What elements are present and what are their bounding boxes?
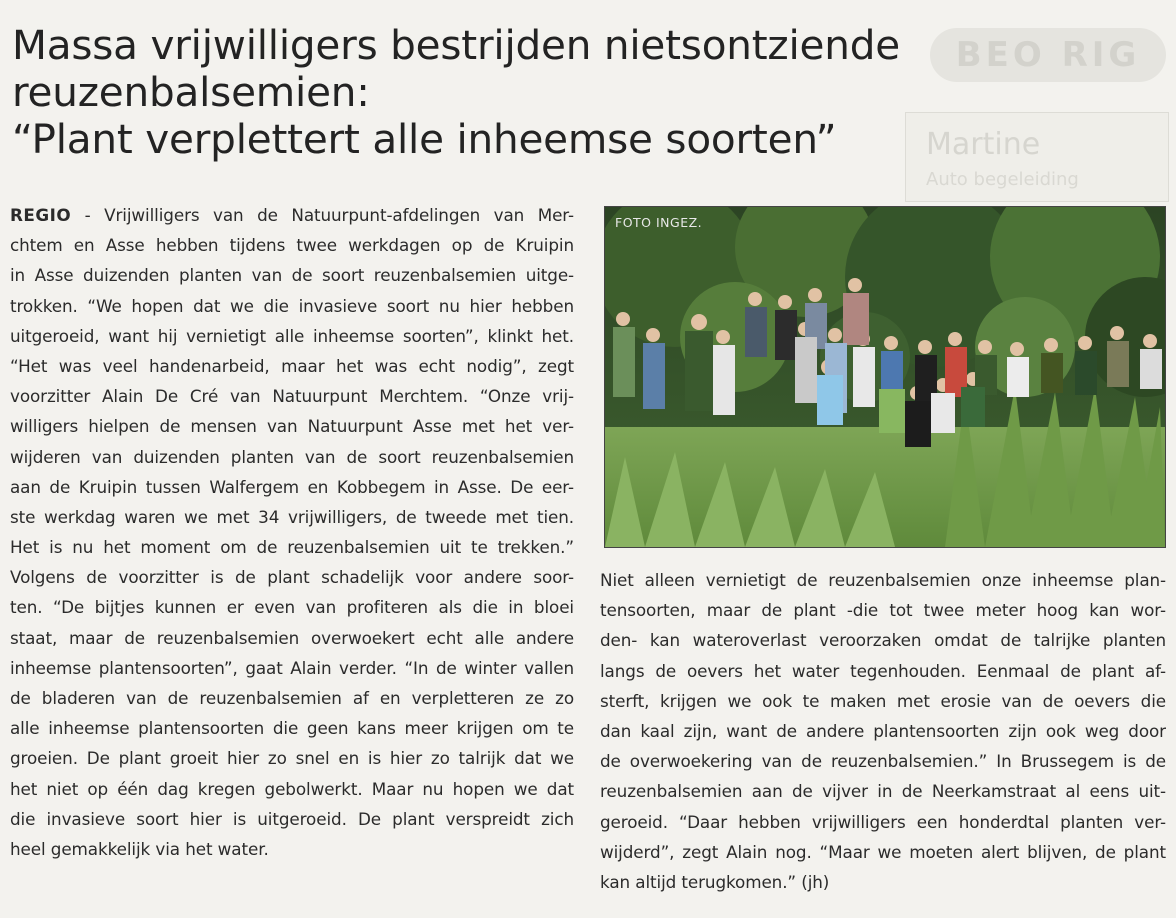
body-line: kan altijd terugkomen.” (jh): [600, 871, 830, 892]
body-line: ste werkdag waren we met 34 vrijwilligers, de tweede met tien.: [10, 506, 574, 527]
body-line: staat, maar de reuzenbalsemien overwoekert echt alle andere: [10, 627, 574, 648]
photo-credit: FOTO INGEZ.: [615, 215, 703, 230]
body-line: de bladeren van de reuzenbalsemien af en verpletteren ze zo: [10, 688, 574, 708]
body-line: sterft, krijgen we ook te maken met erosie van de oevers die: [600, 690, 1166, 711]
body-line: Niet alleen vernietigt de reuzenbalsemien onze inheemse plan-: [600, 570, 1166, 590]
body-line: aan de Kruipin tussen Walfergem en Kobbegem in Asse. De eer-: [10, 476, 574, 497]
body-line: die invasieve soort hier is uitgeroeid. De plant verspreidt zich: [10, 808, 574, 829]
headline-line-2: reuzenbalsemien:: [12, 68, 370, 116]
body-line: reuzenbalsemien aan de vijver in de Neerkamstraat al eens uit-: [600, 781, 1166, 802]
body-line: chtem en Asse hebben tijdens twee werkdagen op de Kruipin: [10, 235, 574, 256]
body-line: inheemse plantensoorten”, gaat Alain verder. “In de winter vallen: [10, 657, 574, 678]
body-line: geroeid. “Daar hebben vrijwilligers een honderdtal planten ver-: [600, 811, 1166, 832]
body-line: Het is nu het moment om de reuzenbalsemien uit te trekken.”: [10, 537, 574, 558]
body-line: willigers hielpen de mensen van Natuurpunt Asse met het ver-: [10, 416, 574, 437]
body-line: in Asse duizenden planten van de soort reuzenbalsemien uitge-: [10, 265, 574, 286]
body-line: dan kaal zijn, want de andere plantensoorten zijn ook weg door: [600, 720, 1166, 741]
body-line: heel gemakkelijk via het water.: [10, 838, 269, 859]
body-line: de overwoekering van de reuzenbalsemien.” In Brussegem is de: [600, 751, 1166, 772]
body-line: voorzitter Alain De Cré van Natuurpunt Merchtem. “Onze vrij-: [10, 386, 574, 407]
body-line: den- kan wateroverlast veroorzaken omdat de talrijke planten: [600, 630, 1166, 651]
body-line: wijderd”, zegt Alain nog. “Maar we moeten alert blijven, de plant: [600, 841, 1166, 862]
headline-line-3: “Plant verplettert alle inheemse soorten”: [12, 115, 837, 163]
body-line-text: - Vrijwilligers van de Natuurpunt-afdelingen van Mer-: [71, 205, 574, 225]
body-line: ten. “De bijtjes kunnen er even van profiteren als die in bloei: [10, 597, 574, 618]
body-line: groeien. De plant groeit hier zo snel en is hier zo talrijk dat we: [10, 748, 574, 769]
body-line: [10, 200, 574, 230]
body-line: uitgeroeid, want hij vernietigt alle inheemse soorten”, klinkt het.: [10, 325, 574, 346]
headline-line-1: Massa vrijwilligers bestrijden nietsontziende: [12, 21, 900, 69]
lead-dateline: REGIO: [10, 205, 72, 225]
article-body-left-column: [10, 200, 574, 864]
body-line: “Het was veel handenarbeid, maar het was echt nodig”, zegt: [10, 355, 574, 376]
body-line: Volgens de voorzitter is de plant schadelijk voor andere soor-: [10, 567, 574, 588]
background-ad-title: Martine: [926, 127, 1041, 162]
body-line: alle inheemse plantensoorten die geen kans meer krijgen om te: [10, 718, 574, 739]
body-line: tensoorten, maar de plant -die tot twee meter hoog kan wor-: [600, 600, 1166, 621]
background-section-tab: BEO RIG: [930, 28, 1166, 82]
article-headline: [12, 22, 912, 163]
background-ad-box: [905, 112, 1169, 202]
group-photo-illustration: [605, 207, 1165, 547]
background-ad-subtitle: Auto begeleiding: [926, 169, 1079, 190]
body-line: langs de oevers het water tegenhouden. Eenmaal de plant af-: [600, 660, 1166, 681]
group-photo: [604, 206, 1166, 548]
article-body-right-column: [600, 565, 1166, 897]
body-line: trokken. “We hopen dat we die invasieve soort nu hier hebben: [10, 295, 574, 316]
body-line: wijderen van duizenden planten van de soort reuzenbalsemien: [10, 446, 574, 467]
body-line: het niet op één dag kregen gebolwerkt. Maar nu hopen we dat: [10, 778, 574, 799]
